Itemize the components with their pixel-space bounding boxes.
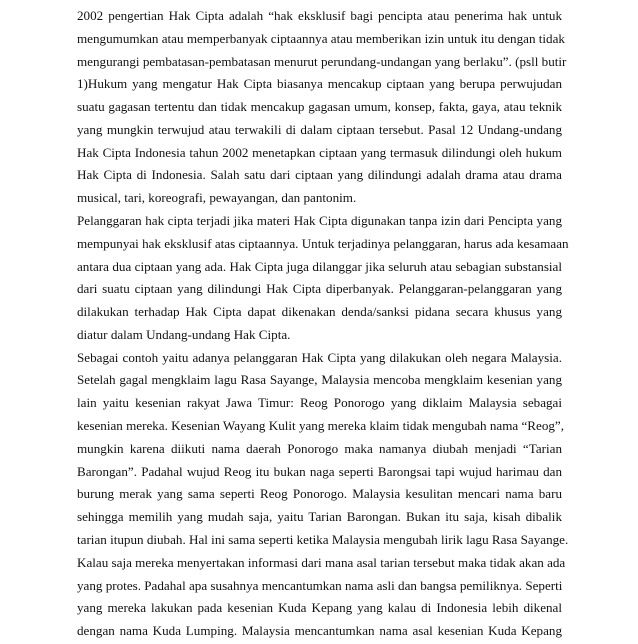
- document-page: [77, 0, 569, 639]
- text-line: dilakukan terhadap Hak Cipta dapat dikenakan denda/sanksi pidana secara khusus yang: [77, 304, 562, 320]
- text-line: 1)Hukum yang mengatur Hak Cipta biasanya mencakup ciptaan yang berupa perwujudan: [77, 76, 562, 92]
- text-line: Kalau saja mereka menyertakan informasi dari mana asal tarian tersebut maka tidak akan ada: [77, 554, 566, 570]
- text-line: Sebagai contoh yaitu adanya pelanggaran Hak Cipta yang dilakukan oleh negara Malaysia.: [77, 349, 562, 365]
- text-line: suatu gagasan tertentu dan tidak mencakup gagasan umum, konsep, fakta, gaya, atau teknik: [77, 99, 562, 115]
- text-line: Pelanggaran hak cipta terjadi jika materi Hak Cipta digunakan tanpa izin dari Pencipta yang: [77, 213, 562, 229]
- text-line: Barongan”. Padahal wujud Reog itu bukan naga seperti Barongsai tapi wujud harimau dan: [77, 463, 562, 479]
- text-line: Setelah gagal mengklaim lagu Rasa Sayange, Malaysia mencoba mengklaim kesenian yang: [77, 372, 562, 388]
- text-line: Hak Cipta Indonesia tahun 2002 menetapkan ciptaan yang termasuk dilindungi oleh hukum: [77, 144, 562, 160]
- text-line: yang mungkin terwujud atau terwakili di dalam ciptaan tersebut. Pasal 12 Undang-undang: [77, 121, 562, 137]
- text-line: dari suatu ciptaan yang dilindungi Hak Cipta diperbanyak. Pelanggaran-pelanggaran yang: [77, 281, 562, 297]
- text-line: burung merak yang sama seperti Reog Ponorogo. Malaysia kesulitan mencari nama baru: [77, 486, 562, 502]
- text-line: sehingga memilih yang mudah saja, yaitu Tarian Barongan. Bukan itu saja, kisah dibalik: [77, 509, 562, 525]
- text-line: kesenian mereka. Kesenian Wayang Kulit yang mereka klaim tidak mengubah nama “Reog”,: [77, 418, 564, 434]
- text-line: antara dua ciptaan yang ada. Hak Cipta juga dilanggar jika seluruh atau sebagian substansial: [77, 258, 562, 274]
- text-line: mengumumkan atau memperbanyak ciptaannya atau memberikan izin untuk itu dengan tidak: [77, 30, 565, 46]
- text-line: lain yaitu kesenian rakyat Jawa Timur: Reog Ponorogo yang diklaim Malaysia sebagai: [77, 395, 562, 411]
- text-line: mengurangi pembatasan-pembatasan menurut perundang-undangan yang berlaku”. (psll butir: [77, 53, 567, 69]
- text-line: 2002 pengertian Hak Cipta adalah “hak eksklusif bagi pencipta atau penerima hak untuk: [77, 8, 562, 23]
- text-line: dengan nama Kuda Lumping. Malaysia mencantumkan nama asal kesenian Kuda Kepang: [77, 623, 562, 639]
- text-line: mempunyai hak eksklusif atas ciptaannya. Untuk terjadinya pelanggaran, harus ada kesamaan: [77, 235, 569, 251]
- text-line: musical, tari, koreografi, pewayangan, dan pantonim.: [77, 190, 357, 206]
- text-line: yang mereka lakukan pada kesenian Kuda Kepang yang kalau di Indonesia lebih dikenal: [77, 600, 562, 616]
- text-line: Hak Cipta di Indonesia. Salah satu dari ciptaan yang dilindungi adalah drama atau drama: [77, 167, 562, 183]
- text-line: tarian itupun diubah. Hal ini sama seperti ketika Malaysia mengubah lirik lagu Rasa Sayange.: [77, 531, 569, 547]
- text-line: mungkin karena diikuti nama daerah Ponorogo maka namanya diubah menjadi “Tarian: [77, 440, 562, 456]
- text-line: diatur dalam Undang-undang Hak Cipta.: [77, 326, 291, 342]
- text-line: yang protes. Padahal apa susahnya mencantumkan nama asli dan bangsa pemiliknya. Seperti: [77, 577, 563, 593]
